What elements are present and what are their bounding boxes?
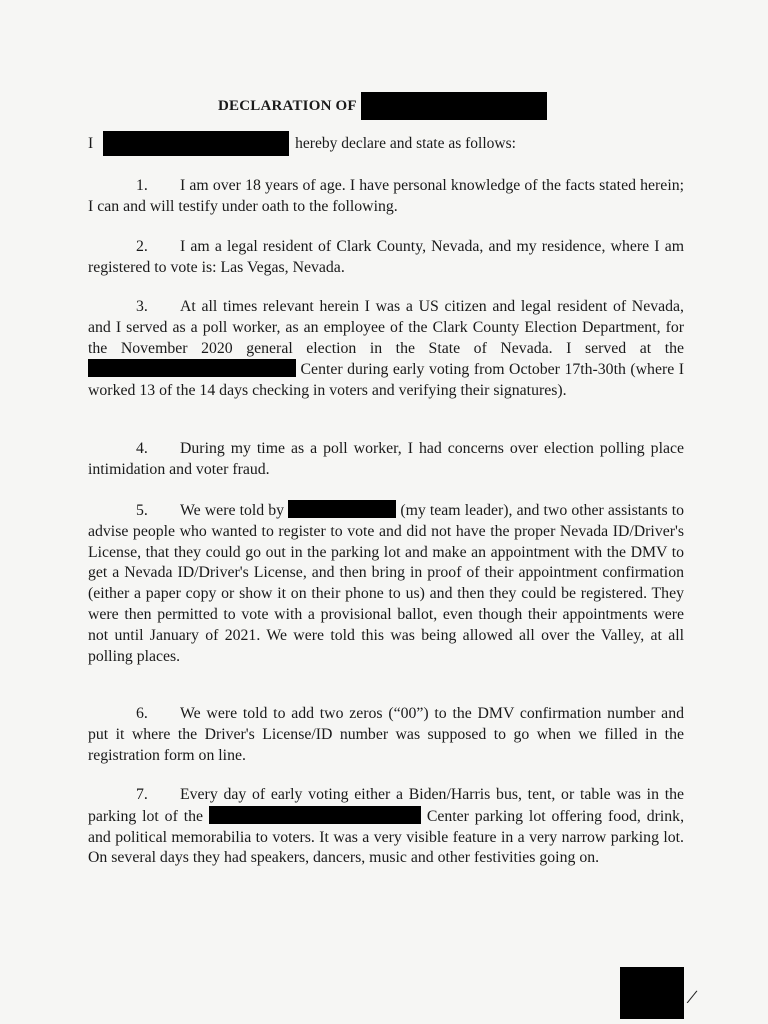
paragraph-4 — [88, 439, 684, 481]
paragraph-3 — [88, 297, 684, 402]
intro-suffix: hereby declare and state as follows: — [295, 134, 516, 152]
paragraph-number: 7. — [136, 786, 148, 803]
paragraph-number: 1. — [136, 177, 148, 194]
paragraph-number: 6. — [136, 705, 148, 722]
paragraph-text-a: At all times relevant herein I was a US citizen and legal resident of Nevada, and I served as a poll worker, as an employee of the Clark County Election Department, for the November 2020 general election in the State of Nevada. I served at the — [88, 298, 684, 357]
redacted-center-name-2 — [209, 806, 421, 824]
paragraph-1 — [88, 176, 684, 218]
paragraph-text: We were told to add two zeros (“00”) to the DMV confirmation number and put it where the Driver's License/ID number was supposed to go when we filled in the registration form on line. — [88, 705, 684, 764]
paragraph-text-a: We were told by — [180, 502, 285, 519]
paragraph-number: 4. — [136, 440, 148, 457]
redacted-team-leader — [288, 500, 396, 518]
paragraph-5 — [88, 500, 684, 667]
paragraph-text-b: Center during early voting from October 17th-30th (where I worked 13 of the 14 days checking in voters and verifying their signatures). — [88, 361, 684, 400]
paragraph-number: 3. — [136, 298, 148, 315]
paragraph-7 — [88, 785, 684, 869]
redacted-name-title — [361, 92, 547, 120]
paragraph-text: I am over 18 years of age. I have personal knowledge of the facts stated herein; I can and will testify under oath to the following. — [88, 177, 684, 215]
paragraph-text: During my time as a poll worker, I had concerns over election polling place intimidation and voter fraud. — [88, 440, 684, 478]
paragraph-text-b: (my team leader), and two other assistants to advise people who wanted to register to vote and did not have the proper Nevada ID/Driver's License, that they could go out in the parking lot and make an appointment with the DMV to get a Nevada ID/Driver's License, and then bring in proof of their appointment confirmation (either a paper copy or show it on their phone to us) and then they could be registered. They were then permitted to vote with a provisional ballot, even though their appointments were not until January of 2021. We were told this was being allowed all over the Valley, at all polling places. — [88, 502, 685, 665]
redacted-name-intro — [103, 131, 289, 156]
intro-line — [88, 131, 516, 156]
paragraph-text-a: Every day of early voting either a Biden/Harris bus, tent, or table was in the parking lot of the — [88, 786, 684, 825]
declaration-title — [218, 92, 547, 120]
handwritten-mark: / — [685, 983, 700, 1010]
paragraph-2 — [88, 237, 684, 279]
intro-prefix: I — [88, 134, 94, 152]
paragraph-text-b: Center parking lot offering food, drink, and political memorabilia to voters. It was a very visible feature in a very narrow parking lot. On several days they had speakers, dancers, music and other festivities going on. — [88, 807, 685, 867]
redacted-center-name — [88, 359, 296, 377]
paragraph-text: I am a legal resident of Clark County, Nevada, and my residence, where I am registered to vote is: Las Vegas, Nevada. — [88, 238, 684, 276]
paragraph-number: 2. — [136, 238, 148, 255]
paragraph-number: 5. — [136, 502, 148, 519]
title-text: DECLARATION OF — [218, 97, 357, 114]
paragraph-6 — [88, 704, 684, 766]
redacted-initials — [620, 967, 684, 1019]
